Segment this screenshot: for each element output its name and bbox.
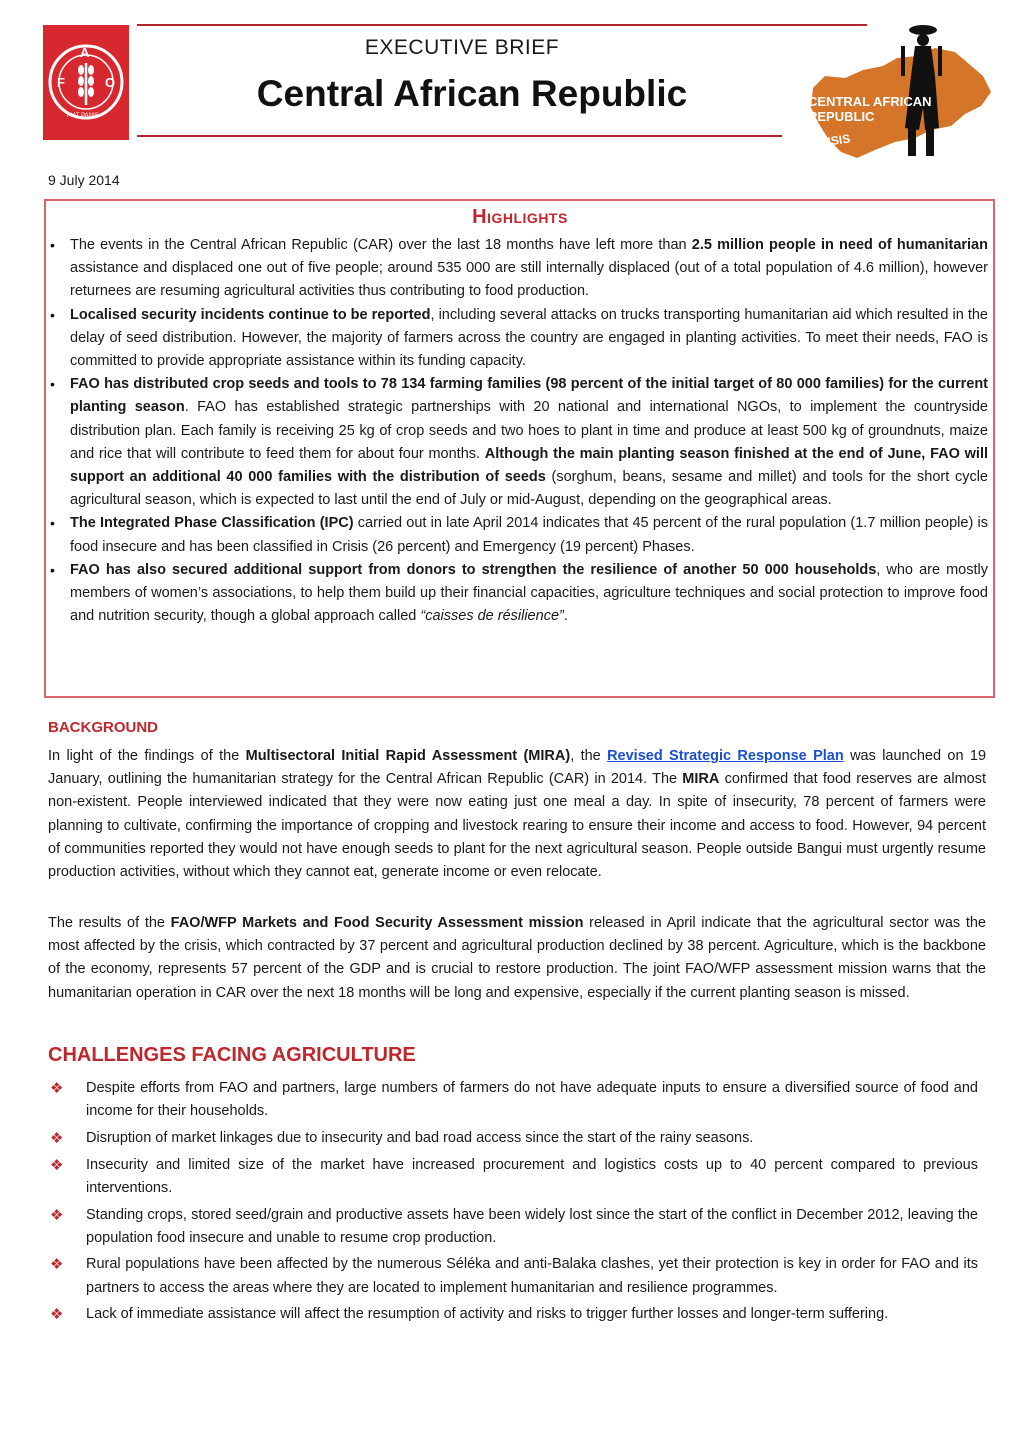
svg-text:A: A — [80, 45, 90, 60]
highlights-title: Highlights — [472, 206, 568, 228]
challenge-item — [48, 1077, 978, 1123]
svg-text:O: O — [105, 75, 116, 90]
text-run: assistance and displaced one out of five people; around 535 000 are still internally displaced (out of a total population of 4.6 million), however returnees are resuming agricultural activities thus contributing to food production. — [70, 260, 988, 300]
brief-date: 9 July 2014 — [48, 172, 120, 188]
background-paragraph-1 — [48, 745, 986, 884]
crisis-line-3: CRISIS — [809, 131, 852, 151]
challenge-item — [48, 1127, 978, 1150]
header-rule-top — [137, 24, 867, 26]
challenges-list — [48, 1077, 978, 1330]
highlight-item — [48, 234, 988, 304]
text-run: , including several attacks on trucks transporting humanitarian aid which resulted in the delay of seed distribution. However, the majority of farmers across the country are engaged in planting activities. To meet their needs, FAO is committed to provide appropriate assistance within its funding capacity. — [70, 306, 988, 370]
challenge-text: Disruption of market linkages due to insecurity and bad road access since the start of the rainy seasons. — [86, 1129, 754, 1146]
bullet-icon: • — [50, 515, 55, 532]
text-run: The results of the — [48, 915, 171, 931]
highlight-item — [48, 304, 988, 374]
diamond-bullet-icon: ❖ — [50, 1306, 64, 1324]
diamond-bullet-icon: ❖ — [50, 1129, 64, 1147]
text-run-bold: FAO has distributed crop seeds and tools to 78 134 farming families (98 percent of the initial target of 80 000 families) for the current planting season — [70, 376, 988, 416]
crisis-line-2: REPUBLIC — [808, 109, 875, 124]
challenge-text: Insecurity and limited size of the market have increased procurement and logistics costs up to 40 percent compared to previous interventions. — [86, 1156, 978, 1196]
challenge-item — [48, 1253, 978, 1299]
text-run-bold: Multisectoral Initial Rapid Assessment (MIRA) — [245, 748, 571, 764]
diamond-bullet-icon: ❖ — [50, 1206, 64, 1224]
background-heading: BACKGROUND — [48, 719, 158, 736]
text-run-bold: Although the main planting season finished at the end of June, FAO will support an additional 40 000 families with the distribution of seeds — [70, 445, 988, 486]
text-run: confirmed that food reserves are almost non-existent. People interviewed indicated that they were now eating just one meal a day. In spite of insecurity, 78 percent of farmers were planning to cultivate, confirming the importance of cropping and livestock rearing to ensure their income and access to food. However, 94 percent of communities reported they would not have enough seeds to plant for the next agricultural season. People outside Bangui must urgently resume production activities, without which they cannot eat, generate income or even relocate. — [48, 771, 986, 881]
brief-label: EXECUTIVE BRIEF — [364, 36, 560, 59]
text-run: In light of the findings of the — [48, 748, 246, 764]
header-rule-bottom — [137, 135, 782, 137]
background-paragraph-2 — [48, 912, 986, 1005]
text-run-bold: FAO/WFP Markets and Food Security Assessment mission — [170, 915, 584, 931]
svg-text:F: F — [57, 75, 65, 90]
text-run-italic: “caisses de résilience” — [420, 608, 564, 625]
text-run: . FAO has established strategic partnerships with 20 national and international NGOs, to implement the countryside distribution plan. Each family is receiving 25 kg of crop seeds and two hoes to plant in time and produce at least 500 kg of groundnuts, maize and rice that will contribute to feed them for about four months. — [70, 399, 988, 462]
highlight-item — [48, 512, 988, 558]
fao-emblem-icon — [43, 25, 129, 140]
text-run-bold: Localised security incidents continue to be reported — [70, 306, 431, 323]
highlight-item — [48, 373, 988, 512]
bullet-icon: • — [50, 306, 55, 323]
page-title: Central African Republic — [256, 73, 688, 114]
challenge-item — [48, 1204, 978, 1250]
text-run-bold: The Integrated Phase Classification (IPC) — [70, 515, 354, 532]
text-run: carried out in late April 2014 indicates that 45 percent of the rural population (1.7 million people) is food insecure and has been classified in Crisis (26 percent) and Emergency (19 percent) Phases. — [70, 515, 988, 555]
highlights-list — [48, 234, 988, 628]
text-run-bold: FAO has also secured additional support from donors to strengthen the resilience of another 50 000 households — [70, 561, 877, 578]
challenge-text: Despite efforts from FAO and partners, large numbers of farmers do not have adequate inputs to ensure a diversified source of food and income for their households. — [86, 1080, 978, 1120]
challenges-heading: CHALLENGES FACING AGRICULTURE — [48, 1044, 416, 1066]
text-run: , the — [570, 748, 608, 764]
diamond-bullet-icon: ❖ — [50, 1256, 64, 1274]
challenge-text: Standing crops, stored seed/grain and productive assets have been widely lost since the start of the conflict in December 2012, leaving the population food insecure and unable to resume crop production. — [86, 1206, 978, 1246]
car-crisis-graphic — [805, 18, 995, 168]
challenge-text: Rural populations have been affected by the numerous Séléka and anti-Balaka clashes, yet their protection is key in order for FAO and its partners to access the areas where they are located to implement humanitarian and resilience programmes. — [86, 1256, 978, 1296]
svg-text:FIAT PANIS: FIAT PANIS — [67, 113, 99, 119]
diamond-bullet-icon: ❖ — [50, 1080, 64, 1097]
text-run: The events in the Central African Republic (CAR) over the last 18 months have left more than — [70, 237, 692, 253]
diamond-bullet-icon: ❖ — [50, 1156, 64, 1174]
crisis-line-1: CENTRAL AFRICAN — [808, 94, 932, 109]
text-run-bold: MIRA — [682, 771, 720, 788]
challenge-text: Lack of immediate assistance will affect the resumption of activity and risks to trigger further losses and longer-term suffering. — [86, 1306, 889, 1323]
fao-logo — [43, 25, 129, 140]
bullet-icon: • — [50, 561, 55, 578]
text-run: (sorghum, beans, sesame and millet) and tools for the short cycle agricultural season, which is expected to last until the end of July or mid-August, depending on the geographical areas. — [70, 469, 988, 509]
challenge-item — [48, 1303, 978, 1326]
text-run: was launched on 19 January, outlining the humanitarian strategy for the Central African Republic (CAR) in 2014. The — [48, 748, 987, 788]
car-map-icon — [805, 18, 995, 168]
highlight-item — [48, 559, 988, 629]
text-run: . — [563, 608, 568, 625]
text-run: released in April indicate that the agricultural sector was the most affected by the crisis, which contracted by 37 percent and agricultural production declined by 38 percent. Agriculture, which is the backbone of the economy, represents 57 percent of the GDP and is crucial to restore production. The joint FAO/WFP assessment mission warns that the humanitarian operation in CAR over the next 18 months will be long and expensive, especially if the current planting season is missed. — [48, 915, 986, 1001]
bullet-icon: • — [50, 237, 55, 253]
text-run-bold: 2.5 million people in need of humanitarian — [691, 237, 988, 253]
bullet-icon: • — [50, 376, 55, 393]
text-run: , who are mostly members of women’s associations, to help them build up their financial capacities, agriculture techniques and social protection to improve food and nutrition security, though a global approach called — [70, 561, 988, 625]
revised-strategic-response-plan-link[interactable]: Revised Strategic Response Plan — [607, 748, 844, 764]
challenge-item — [48, 1154, 978, 1200]
